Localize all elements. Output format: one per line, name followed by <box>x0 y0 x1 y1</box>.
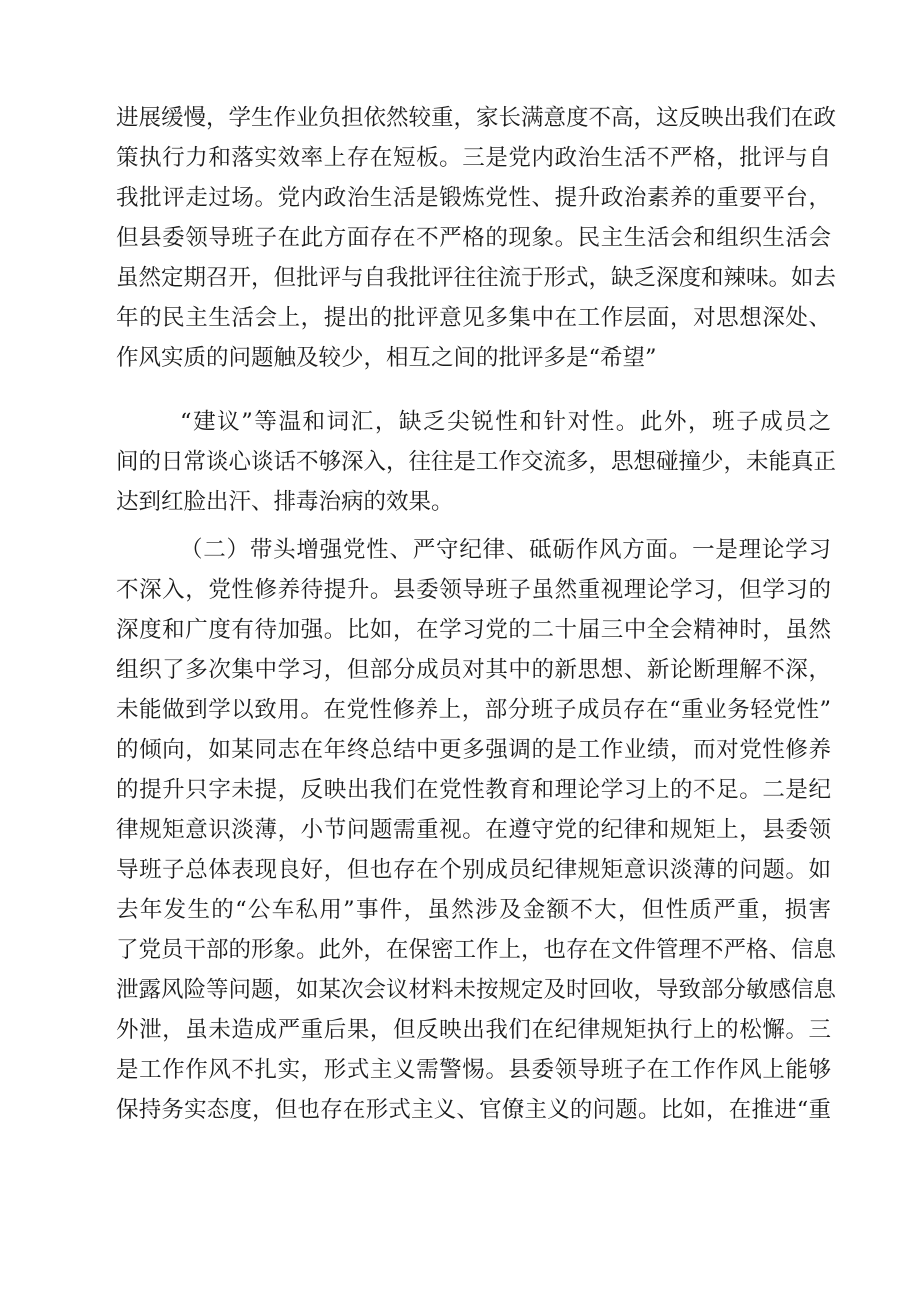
text-line: 组织了多次集中学习，但部分成员对其中的新思想、新论断理解不深， <box>116 657 831 683</box>
text-line: 律规矩意识淡薄，小节问题需重视。在遵守党的纪律和规矩上，县委领 <box>116 817 831 843</box>
text-line: 作风实质的问题触及较少，相互之间的批评多是“希望” <box>116 345 657 371</box>
text-line: 年的民主生活会上，提出的批评意见多集中在工作层面，对思想深处、 <box>116 305 831 331</box>
text-line: 我批评走过场。党内政治生活是锻炼党性、提升政治素养的重要平台， <box>116 185 831 211</box>
text-line: （二）带头增强党性、严守纪律、砥砺作风方面。一是理论学习 <box>180 537 831 563</box>
text-line: 外泄，虽未造成严重后果，但反映出我们在纪律规矩执行上的松懈。三 <box>116 1017 831 1043</box>
text-line: 的倾向，如某同志在年终总结中更多强调的是工作业绩，而对党性修养 <box>116 737 831 763</box>
text-line: 但县委领导班子在此方面存在不严格的现象。民主生活会和组织生活会 <box>116 225 831 251</box>
text-line: 导班子总体表现良好，但也存在个别成员纪律规矩意识淡薄的问题。如 <box>116 857 831 883</box>
text-line: 进展缓慢，学生作业负担依然较重，家长满意度不高，这反映出我们在政 <box>116 105 837 131</box>
text-line: 间的日常谈心谈话不够深入，往往是工作交流多，思想碰撞少，未能真正 <box>116 449 837 475</box>
paragraph-2 <box>116 402 837 522</box>
text-line: 是工作作风不扎实，形式主义需警惕。县委领导班子在工作作风上能够 <box>116 1057 831 1083</box>
text-line: 深度和广度有待加强。比如，在学习党的二十届三中全会精神时，虽然 <box>116 617 831 643</box>
paragraph-3 <box>116 530 837 1130</box>
text-line: 保持务实态度，但也存在形式主义、官僚主义的问题。比如，在推进“重 <box>116 1097 831 1123</box>
text-line: “建议”等温和词汇，缺乏尖锐性和针对性。此外，班子成员之 <box>180 409 831 435</box>
text-line: 的提升只字未提，反映出我们在党性教育和理论学习上的不足。二是纪 <box>116 777 831 803</box>
text-line: 了党员干部的形象。此外，在保密工作上，也存在文件管理不严格、信息 <box>116 937 837 963</box>
text-line: 不深入，党性修养待提升。县委领导班子虽然重视理论学习，但学习的 <box>116 577 831 603</box>
text-line: 未能做到学以致用。在党性修养上，部分班子成员存在“重业务轻党性” <box>116 697 831 723</box>
text-line: 策执行力和落实效率上存在短板。三是党内政治生活不严格，批评与自 <box>116 145 831 171</box>
text-line: 去年发生的“公车私用”事件，虽然涉及金额不大，但性质严重，损害 <box>116 897 831 923</box>
paragraph-1 <box>116 98 837 378</box>
text-line: 泄露风险等问题，如某次会议材料未按规定及时回收，导致部分敏感信息 <box>116 977 837 1003</box>
text-line: 达到红脸出汗、排毒治病的效果。 <box>116 489 454 515</box>
text-line: 虽然定期召开，但批评与自我批评往往流于形式，缺乏深度和辣味。如去 <box>116 265 837 291</box>
